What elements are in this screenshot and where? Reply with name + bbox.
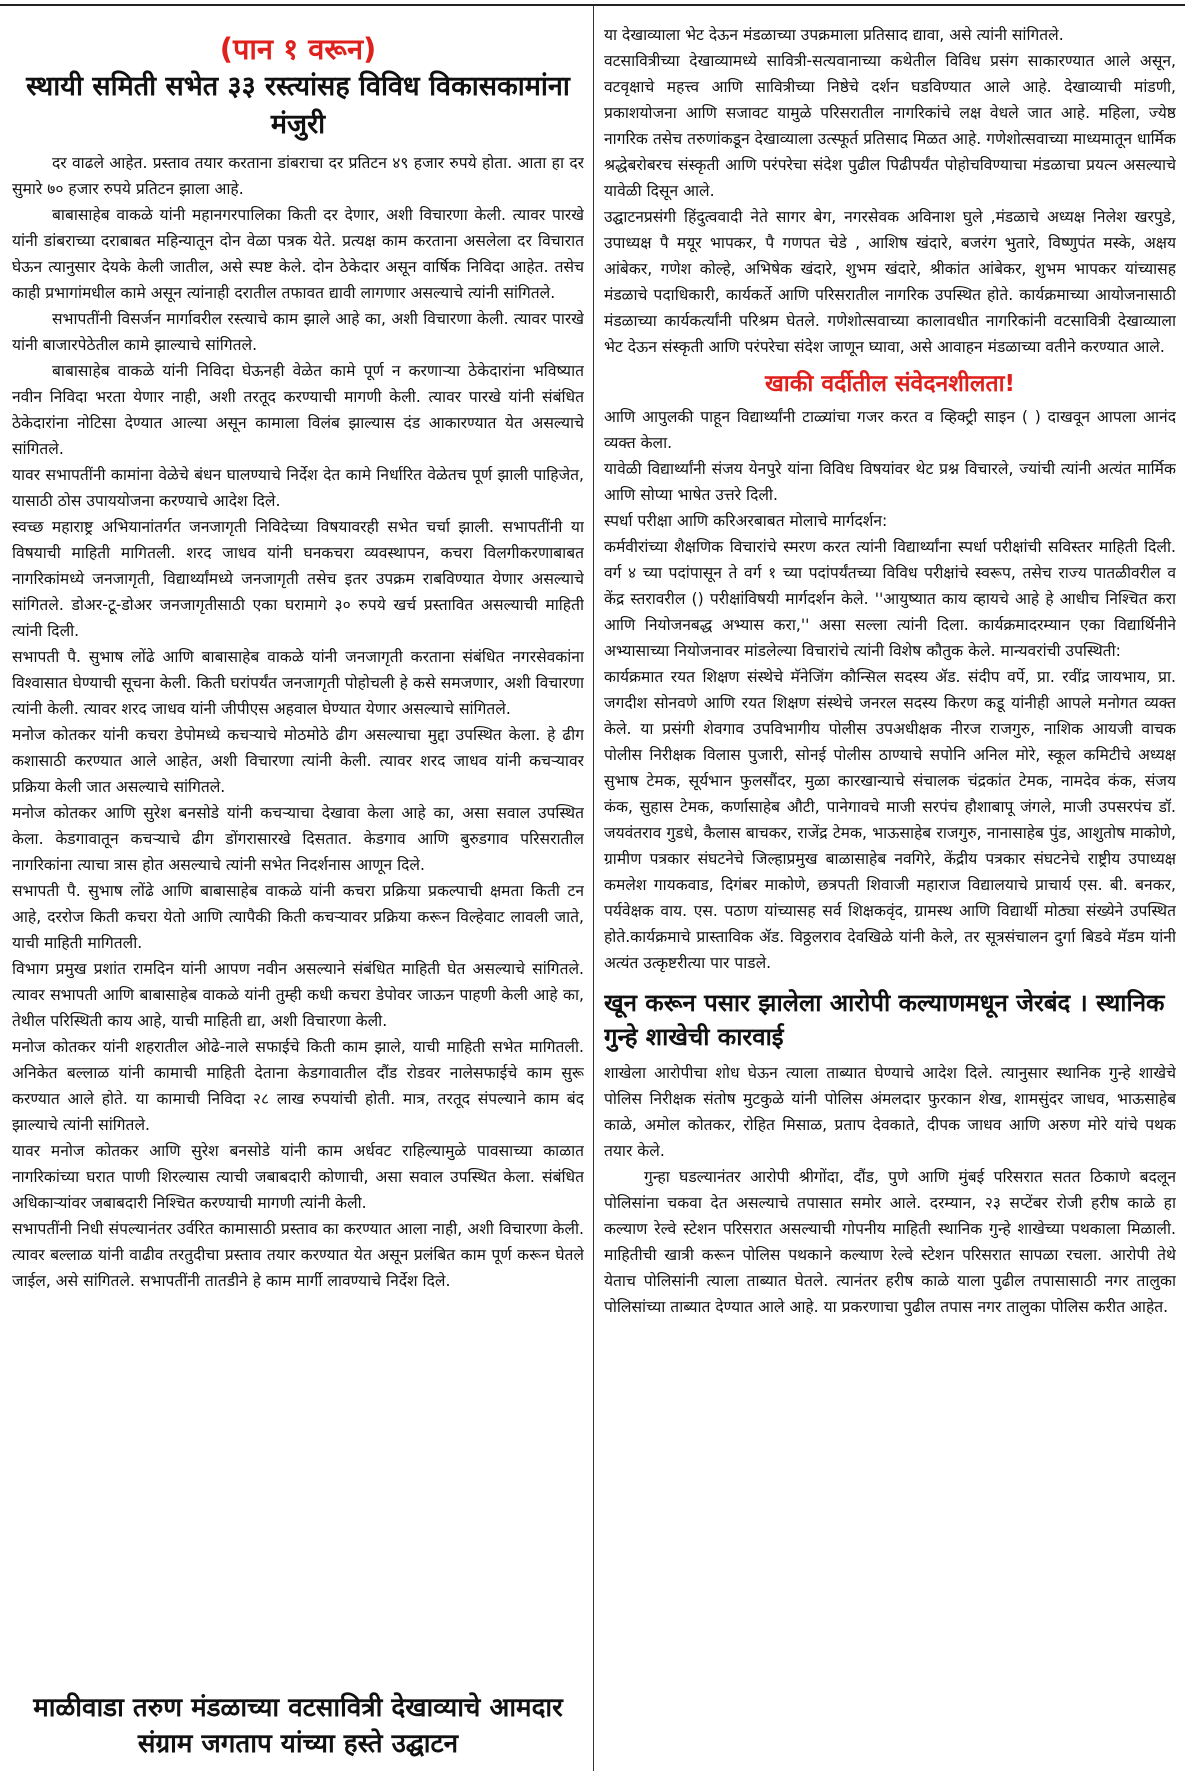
article-paragraph: स्पर्धा परीक्षा आणि करिअरबाबत मोलाचे मार्गदर्शन: (604, 512, 888, 530)
article-paragraph: यावेळी विद्यार्थ्यांनी संजय येनपुरे यांना विविध विषयांवर थेट प्रश्न विचारले, ज्यांची त्यांनी अत्यंत मार्मिक आणि सोप्या भाषेत उत्तरे दिली. (604, 460, 1176, 504)
article-paragraph: सभापतींनी निधी संपल्यानंतर उर्वरित कामासाठी प्रस्ताव का करण्यात आला नाही, अशी विचारणा केली. त्यावर बल्लाळ यांनी वाढीव तरतुदीचा प्रस्ताव तयार करण्यात येत असून प्रलंबित काम पूर्ण करून घेतले जाईल, असे सांगितले. सभापतींनी तातडीने हे काम मार्गी लावण्याचे निर्देश दिले. (12, 1220, 584, 1290)
right-column (604, 22, 1176, 1763)
article-headline-khaki-sensitivity: खाकी वर्दीतील संवेदनशीलता! (764, 371, 1016, 397)
column-divider (593, 6, 594, 1771)
article-headline-malivada-mandal: माळीवाडा तरुण मंडळाच्या वटसावित्री देखाव्याचे आमदार संग्राम जगताप यांच्या हस्ते उद्घाटन (33, 1693, 563, 1759)
article-paragraph: बाबासाहेब वाकळे यांनी निविदा घेऊनही वेळेत कामे पूर्ण न करणाऱ्या ठेकेदारांना भविष्यात नवीन निविदा भरता येणार नाही, अशी तरतूद करण्याची मागणी केली. त्यावर पारखे यांनी संबंधित ठेकेदारांना नोटिसा देण्यात आल्या असून कामाला विलंब झाल्यास दंड आकारण्यात येत असल्याचे सांगितले. (12, 362, 584, 458)
article-paragraph: सभापती पै. सुभाष लोंढे आणि बाबासाहेब वाकळे यांनी कचरा प्रक्रिया प्रकल्पाची क्षमता किती टन आहे, दररोज किती कचरा येतो आणि त्यापैकी किती कचऱ्यावर प्रक्रिया करून विल्हेवाट लावली जाते, याची माहिती मागितली. (12, 882, 584, 952)
article-paragraph: मनोज कोतकर यांनी शहरातील ओढे-नाले सफाईचे किती काम झाले, याची माहिती सभेत मागितली. अनिकेत बल्लाळ यांनी कामाची माहिती देताना केडगावातील दौंड रोडवर नालेसफाईचे काम सुरू करण्यात आले होते. या कामाची निविदा २८ लाख रुपयांची होती. मात्र, तरतूद संपल्याने काम बंद झाल्याचे त्यांनी सांगितले. (12, 1038, 584, 1134)
article-paragraph: उद्घाटनप्रसंगी हिंदुत्ववादी नेते सागर बेग, नगरसेवक अविनाश घुले ,मंडळाचे अध्यक्ष निलेश खरपुडे, उपाध्यक्ष पै मयूर भापकर, पै गणपत चेडे , आशिष खंदारे, बजरंग भुतारे, विष्णुपंत मस्के, अक्षय आंबेकर, गणेश कोल्हे, अभिषेक खंदारे, शुभम खंदारे, श्रीकांत आंबेकर, शुभम भापकर यांच्यासह मंडळाचे पदाधिकारी, कार्यकर्ते आणि परिसरातील नागरिक उपस्थित होते. कार्यक्रमाच्या आयोजनासाठी मंडळाच्या कार्यकर्त्यांनी परिश्रम घेतले. गणेशोत्सवाच्या कालावधीत नागरिकांनी वटसावित्री देखाव्याला भेट देऊन संस्कृती आणि परंपरेचा संदेश जाणून घ्यावा, असे आवाहन मंडळाच्या वतीने करण्यात आले. (604, 208, 1176, 356)
article-headline-standing-committee: स्थायी समिती सभेत ३३ रस्त्यांसह विविध विकासकामांना मंजुरी (26, 71, 570, 140)
article-paragraph: गुन्हा घडल्यानंतर आरोपी श्रीगोंदा, दौंड, पुणे आणि मुंबई परिसरात सतत ठिकाणे बदलून पोलिसांना चकवा देत असल्याचे तपासात समोर आले. दरम्यान, २३ सप्टेंबर रोजी हरीष काळे हा कल्याण रेल्वे स्टेशन परिसरात असल्याची गोपनीय माहिती स्थानिक गुन्हे शाखेच्या पथकाला मिळाली. माहितीची खात्री करून पोलिस पथकाने कल्याण रेल्वे स्टेशन परिसरात सापळा रचला. आरोपी तेथे येताच पोलिसांनी त्याला ताब्यात घेतले. त्यानंतर हरीष काळे याला पुढील तपासासाठी नगर तालुका पोलिसांच्या ताब्यात देण्यात आले आहे. या प्रकरणाचा पुढील तपास नगर तालुका पोलिस करीत आहेत. (604, 1168, 1176, 1316)
article-paragraph: दर वाढले आहेत. प्रस्ताव तयार करताना डांबराचा दर प्रतिटन ४९ हजार रुपये होता. आता हा दर सुमारे ७० हजार रुपये प्रतिटन झाला आहे. (12, 154, 584, 198)
article-paragraph: स्वच्छ महाराष्ट्र अभियानांतर्गत जनजागृती निविदेच्या विषयावरही सभेत चर्चा झाली. सभापतींनी या विषयाची माहिती मागितली. शरद जाधव यांनी घनकचरा व्यवस्थापन, कचरा विलगीकरणाबाबत नागरिकांमध्ये जनजागृती, विद्यार्थ्यांमध्ये जनजागृती तसेच इतर उपक्रम राबविण्यात येणार असल्याचे सांगितले. डोअर-टू-डोअर जनजागृतीसाठी एका घरामागे ३० रुपये खर्च प्रस्तावित असल्याची माहिती त्यांनी दिली. (12, 518, 584, 640)
article-paragraph: विभाग प्रमुख प्रशांत रामदिन यांनी आपण नवीन असल्याने संबंधित माहिती घेत असल्याचे सांगितले. त्यावर सभापती आणि बाबासाहेब वाकळे यांनी तुम्ही कधी कचरा डेपोवर जाऊन पाहणी केली आहे का, तेथील परिस्थिती काय आहे, याची माहिती द्या, अशी विचारणा केली. (12, 960, 584, 1030)
article-paragraph: यावर सभापतींनी कामांना वेळेचे बंधन घालण्याचे निर्देश देत कामे निर्धारित वेळेतच पूर्ण झाली पाहिजेत, यासाठी ठोस उपाययोजना करण्याचे आदेश दिले. (12, 466, 584, 510)
left-column (12, 30, 584, 1763)
article-paragraph: शाखेला आरोपीचा शोध घेऊन त्याला ताब्यात घेण्याचे आदेश दिले. त्यानुसार स्थानिक गुन्हे शाखेचे पोलिस निरीक्षक संतोष मुटकुळे यांनी पोलिस अंमलदार फुरकान शेख, शामसुंदर जाधव, भाऊसाहेब काळे, अमोल कोतकर, रोहित मिसाळ, प्रताप देवकाते, दीपक जाधव आणि अरुण मोरे यांचे पथक तयार केले. (604, 1064, 1176, 1160)
article-headline-accused-arrested: खून करून पसार झालेला आरोपी कल्याणमधून जेरबंद । स्थानिक गुन्हे शाखेची कारवाई (604, 989, 1165, 1051)
continued-from-page-kicker: (पान १ वरून) (219, 32, 377, 66)
article-paragraph: बाबासाहेब वाकळे यांनी महानगरपालिका किती दर देणार, अशी विचारणा केली. त्यावर पारखे यांनी डांबराच्या दराबाबत महिन्यातून दोन वेळा पत्रक येते. प्रत्यक्ष काम करताना असलेला दर विचारात घेऊन त्यानुसार देयके केली जातील, असे स्पष्ट केले. दोन ठेकेदार असून वार्षिक निविदा आहेत. तसेच काही प्रभागांमधील कामे असून त्यांनाही दरातील तफावत द्यावी लागणार असल्याचे त्यांनी सांगितले. (12, 206, 584, 302)
article-paragraph: आणि आपुलकी पाहून विद्यार्थ्यांनी टाळ्यांचा गजर करत व व्हिक्ट्री साइन ( ) दाखवून आपला आनंद व्यक्त केला. (604, 408, 1176, 452)
article-paragraph: मनोज कोतकर आणि सुरेश बनसोडे यांनी कचऱ्याचा देखावा केला आहे का, असा सवाल उपस्थित केला. केडगावातून कचऱ्याचे ढीग डोंगरासारखे दिसतात. केडगाव आणि बुरुडगाव परिसरातील नागरिकांना त्याचा त्रास होत असल्याचे त्यांनी सभेत निदर्शनास आणून दिले. (12, 804, 584, 874)
article-paragraph: मनोज कोतकर यांनी कचरा डेपोमध्ये कचऱ्याचे मोठमोठे ढीग असल्याचा मुद्दा उपस्थित केला. हे ढीग कशासाठी करण्यात आले आहेत, अशी विचारणा त्यांनी केली. त्यावर शरद जाधव यांनी कचऱ्यावर प्रक्रिया केली जात असल्याचे सांगितले. (12, 726, 584, 796)
article-paragraph: कार्यक्रमात रयत शिक्षण संस्थेचे मॅनेजिंग कौन्सिल सदस्य ॲड. संदीप वर्पे, प्रा. रवींद्र जायभाय, प्रा. जगदीश सोनवणे आणि रयत शिक्षण संस्थेचे जनरल सदस्य किरण कडू यांनीही आपले मनोगत व्यक्त केले. या प्रसंगी शेवगाव उपविभागीय पोलीस उपअधीक्षक नीरज राजगुरु, नाशिक आयजी वाचक पोलीस निरीक्षक विलास पुजारी, सोनई पोलीस ठाण्याचे सपोनि अनिल मोरे, स्कूल कमिटीचे अध्यक्ष सुभाष टेमक, सूर्यभान फुलसौंदर, मुळा कारखान्याचे संचालक चंद्रकांत टेमक, नामदेव कंक, संजय कंक, सुहास टेमक, कर्णासाहेब औटी, पानेगावचे माजी सरपंच हौशाबापू जंगले, माजी उपसरपंच डॉ. जयवंतराव गुडधे, कैलास बाचकर, राजेंद्र टेमक, भाऊसाहेब राजगुरु, नानासाहेब पुंड, आशुतोष माकोणे, ग्रामीण पत्रकार संघटनेचे जिल्हाप्रमुख बाळासाहेब नवगिरे, केंद्रीय पत्रकार संघटनेचे राष्ट्रीय उपाध्यक्ष कमलेश गायकवाड, दिगंबर माकोणे, छत्रपती शिवाजी महाराज विद्यालयाचे प्राचार्य एस. बी. बनकर, पर्यवेक्षक वाय. एस. पठाण यांच्यासह सर्व शिक्षकवृंद, ग्रामस्थ आणि विद्यार्थी मोठ्या संख्येने उपस्थित होते.कार्यक्रमाचे प्रास्ताविक ॲड. विठ्ठलराव देवखिळे यांनी केले, तर सूत्रसंचालन दुर्गा बिडवे मॅडम यांनी अत्यंत उत्कृष्टरीत्या पार पाडले. (604, 668, 1176, 972)
article-paragraph: वटसावित्रीच्या देखाव्यामध्ये सावित्री-सत्यवानाच्या कथेतील विविध प्रसंग साकारण्यात आले असून, वटवृक्षाचे महत्त्व आणि सावित्रीच्या निष्ठेचे दर्शन घडविण्यात आले आहे. देखाव्याची मांडणी, प्रकाशयोजना आणि सजावट यामुळे परिसरातील नागरिकांचे लक्ष वेधले जात आहे. महिला, ज्येष्ठ नागरिक तसेच तरुणांकडून देखाव्याला उत्स्फूर्त प्रतिसाद मिळत आहे. गणेशोत्सवाच्या माध्यमातून धार्मिक श्रद्धेबरोबरच संस्कृती आणि परंपरेचा संदेश पुढील पिढीपर्यंत पोहोचविण्याचा मंडळाचा प्रयत्न असल्याचे यावेळी दिसून आले. (604, 52, 1176, 200)
article-paragraph: सभापती पै. सुभाष लोंढे आणि बाबासाहेब वाकळे यांनी जनजागृती करताना संबंधित नगरसेवकांना विश्वासात घेण्याची सूचना केली. किती घरांपर्यंत जनजागृती पोहोचली हे कसे समजणार, अशी विचारणा त्यांनी केली. त्यावर शरद जाधव यांनी जीपीएस अहवाल घेण्यात येणार असल्याचे सांगितले. (12, 648, 584, 718)
article-paragraph: या देखाव्याला भेट देऊन मंडळाच्या उपक्रमाला प्रतिसाद द्यावा, असे त्यांनी सांगितले. (604, 26, 1064, 44)
article-paragraph: यावर मनोज कोतकर आणि सुरेश बनसोडे यांनी काम अर्धवट राहिल्यामुळे पावसाच्या काळात नागरिकांच्या घरात पाणी शिरल्यास त्याची जबाबदारी कोणाची, असा सवाल उपस्थित केला. संबंधित अधिकाऱ्यांवर जबाबदारी निश्चित करण्याची मागणी त्यांनी केली. (12, 1142, 584, 1212)
article-paragraph: सभापतींनी विसर्जन मार्गावरील रस्त्याचे काम झाले आहे का, अशी विचारणा केली. त्यावर पारखे यांनी बाजारपेठेतील कामे झाल्याचे सांगितले. (12, 310, 584, 354)
article-paragraph: कर्मवीरांच्या शैक्षणिक विचारांचे स्मरण करत त्यांनी विद्यार्थ्यांना स्पर्धा परीक्षांची सविस्तर माहिती दिली. वर्ग ४ च्या पदांपासून ते वर्ग १ च्या पदांपर्यंतच्या विविध परीक्षांचे स्वरूप, तसेच राज्य पातळीवरील व केंद्र स्तरावरील () परीक्षांविषयी मार्गदर्शन केले. ''आयुष्यात काय व्हायचे आहे हे आधीच निश्चित करा आणि नियोजनबद्ध अभ्यास करा,'' असा सल्ला त्यांनी दिला. कार्यक्रमादरम्यान एका विद्यार्थिनीने अभ्यासाच्या नियोजनावर मांडलेल्या विचारांचे त्यांनी विशेष कौतुक केले. मान्यवरांची उपस्थिती: (604, 538, 1176, 660)
